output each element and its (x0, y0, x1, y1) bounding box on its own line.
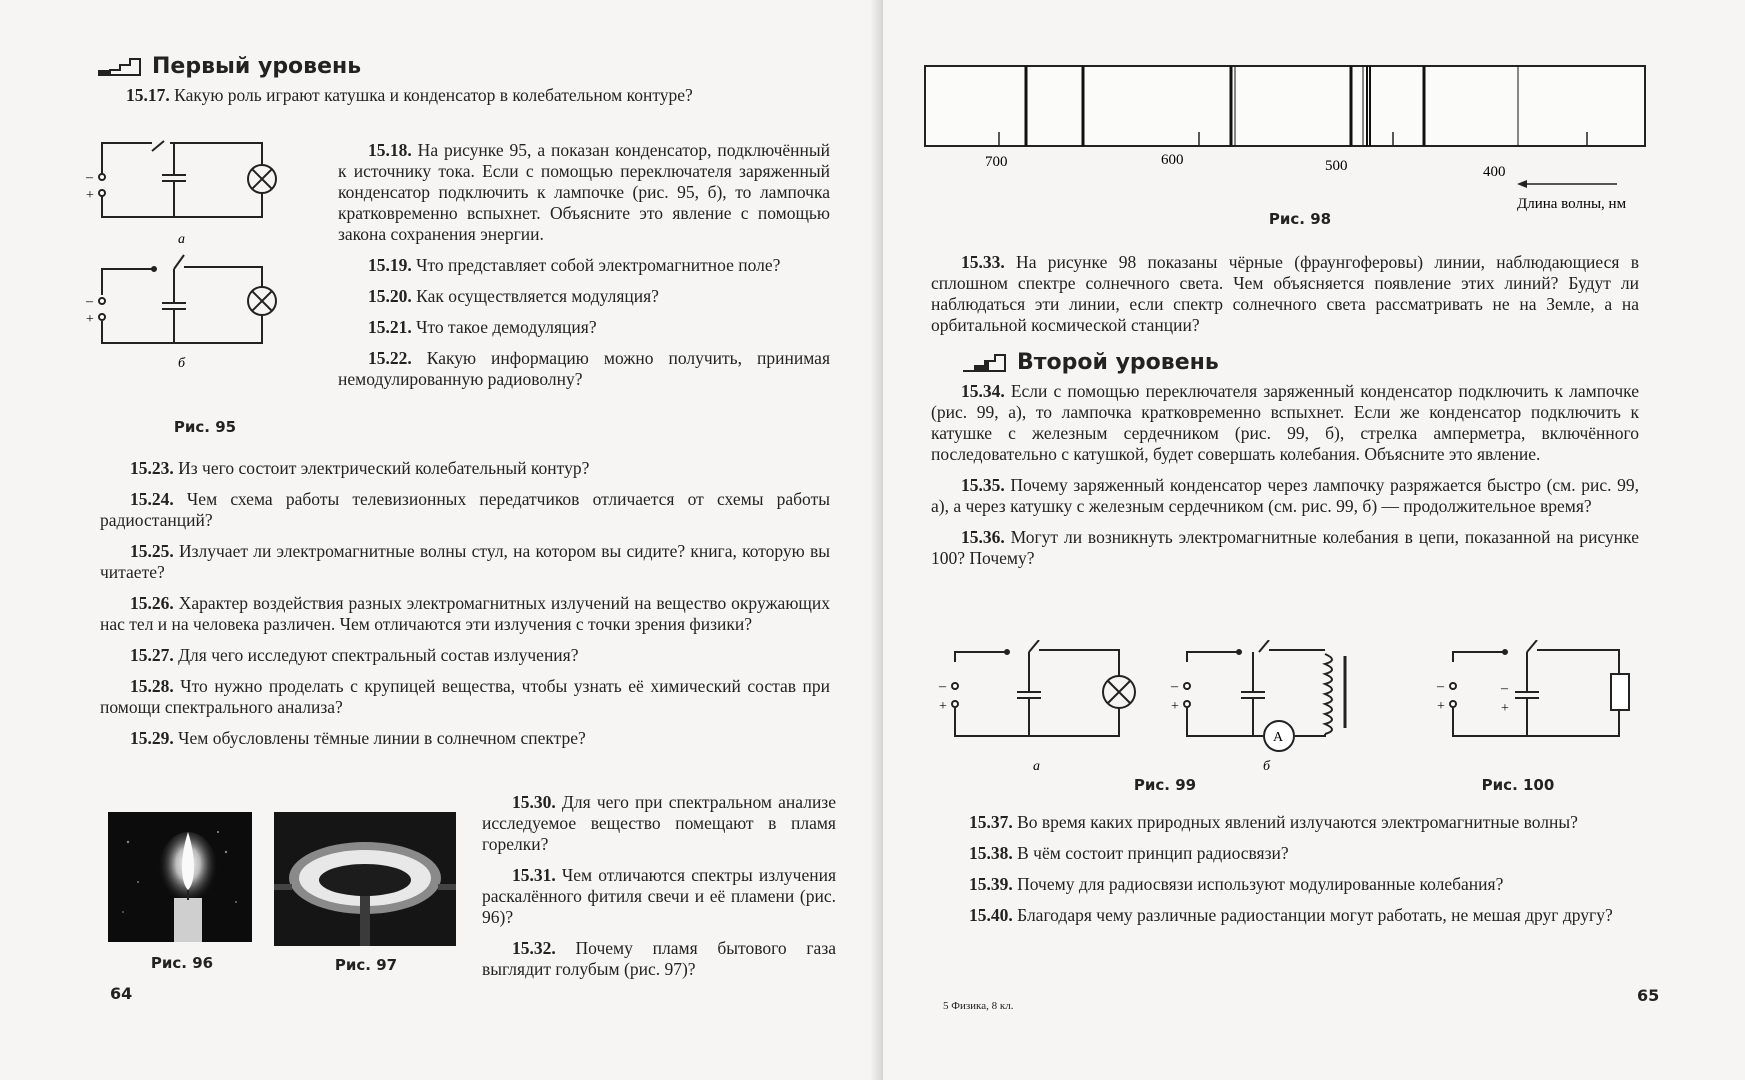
figure-label-b: б (178, 356, 186, 371)
question-number: 15.32. (512, 938, 556, 958)
question-text: Для чего исследуют спектральный состав излучения? (173, 645, 579, 665)
question-text: Что нужно проделать с крупицей вещества, чтобы узнать её химический состав при помощи спектрального анализа? (100, 676, 830, 717)
figure-100-caption: Рис. 100 (1481, 776, 1555, 794)
section-title-text: Второй уровень (1017, 350, 1219, 375)
tick-label-700: 700 (985, 154, 1008, 170)
question-15-33 (931, 252, 1639, 336)
tick-label-600: 600 (1161, 152, 1184, 168)
question-15-23 (100, 458, 830, 479)
question-number: 15.17. (126, 85, 170, 105)
question-number: 15.33. (961, 252, 1005, 272)
question-15-18 (338, 140, 830, 245)
question-number: 15.34. (961, 381, 1005, 401)
question-15-22 (338, 348, 830, 390)
plus-sign: + (1437, 699, 1445, 714)
question-15-38 (939, 843, 1639, 864)
tick-label-400: 400 (1483, 164, 1506, 180)
question-number: 15.27. (130, 645, 174, 665)
question-text: Из чего состоит электрический колебательный контур? (173, 458, 590, 478)
question-number: 15.19. (368, 255, 412, 275)
question-15-24 (100, 489, 830, 531)
question-number: 15.26. (130, 593, 174, 613)
footer-note: 5 Физика, 8 кл. (943, 1000, 1014, 1012)
question-number: 15.29. (130, 728, 174, 748)
circuit-100 (1450, 640, 1629, 736)
question-number: 15.35. (961, 475, 1005, 495)
question-15-29 (100, 728, 830, 749)
question-15-25 (100, 541, 830, 583)
question-number: 15.37. (969, 812, 1013, 832)
question-number: 15.20. (368, 286, 412, 306)
figure-95-caption: Рис. 95 (173, 418, 237, 436)
arrow-head-icon (1517, 180, 1527, 188)
question-15-32 (482, 938, 836, 980)
question-15-27 (100, 645, 830, 666)
page-number: 64 (110, 984, 133, 1003)
question-15-20 (338, 286, 830, 307)
question-number: 15.36. (961, 527, 1005, 547)
right-page (883, 0, 1745, 1080)
left-content-lower (100, 458, 830, 759)
question-text: Чем обусловлены тёмные линии в солнечном спектре? (173, 728, 586, 748)
left-content-bottom (482, 792, 836, 990)
question-text: В чём состоит принцип радиосвязи? (1012, 843, 1289, 863)
question-text: Почему заряженный конденсатор через лампочку разряжается быстро (см. рис. 99, а), а через катушку с железным сердечником (см. рис. 99, б) — продолжительное время? (931, 475, 1639, 516)
minus-sign: – (939, 679, 946, 694)
question-15-35 (931, 475, 1639, 517)
figure-label-b: б (1263, 759, 1271, 774)
axis-label: Длина волны, нм (1517, 196, 1627, 212)
question-15-28 (100, 676, 830, 718)
spectrum-band (925, 66, 1645, 146)
question-number: 15.38. (969, 843, 1013, 863)
figure-98-caption: Рис. 98 (1268, 210, 1332, 228)
question-number: 15.22. (368, 348, 412, 368)
question-15-30 (482, 792, 836, 855)
figure-label-a: а (1033, 759, 1040, 774)
question-text: Что такое демодуляция? (411, 317, 597, 337)
question-text: Если с помощью переключателя заряженный конденсатор подключить к лампочке (рис. 99, а), то лампочка кратковременно вспыхнет. Если же конденсатор подключить к катушке с железным сердечником (рис. 99, б), стрелка амперметра, включённого последовательно с катушкой, будет совершать колебания. Объясните это явление. (931, 381, 1639, 464)
question-text: Чем отличаются спектры излучения раскалённого фитиля свечи и её пламени (рис. 96)? (482, 865, 836, 927)
question-number: 15.23. (130, 458, 174, 478)
question-15-17 (96, 85, 830, 106)
minus-sign: – (1171, 679, 1178, 694)
figure-97-gas-flame-photo (274, 812, 456, 946)
section-title-level-2 (961, 352, 1639, 373)
ammeter-label: A (1273, 730, 1284, 745)
question-number: 15.25. (130, 541, 174, 561)
section-title-level-1 (96, 56, 830, 77)
question-number: 15.21. (368, 317, 412, 337)
figures-99-100-circuits (933, 640, 1653, 790)
minus-sign: – (86, 170, 93, 185)
page-number: 65 (1637, 986, 1660, 1005)
question-15-36 (931, 527, 1639, 569)
question-text: Благодаря чему различные радиостанции могут работать, не мешая друг другу? (1012, 905, 1613, 925)
question-15-39 (939, 874, 1639, 895)
figure-96-caption: Рис. 96 (150, 954, 214, 972)
figure-97-caption: Рис. 97 (334, 956, 398, 974)
question-text: Какую информацию можно получить, принимая немодулированную радиоволну? (338, 348, 830, 389)
question-number: 15.39. (969, 874, 1013, 894)
question-text: Излучает ли электромагнитные волны стул, на котором вы сидите? книга, которую вы читаете? (100, 541, 830, 582)
right-content-top (931, 252, 1639, 579)
stairs-icon (96, 57, 142, 77)
question-number: 15.30. (512, 792, 556, 812)
question-15-21 (338, 317, 830, 338)
question-number: 15.18. (368, 140, 412, 160)
plus-sign: + (1171, 699, 1179, 714)
minus-sign: – (86, 294, 93, 309)
question-number: 15.24. (130, 489, 174, 509)
figure-98-spectrum (923, 60, 1653, 220)
question-15-37 (939, 812, 1639, 833)
question-15-40 (939, 905, 1639, 926)
minus-sign: – (1437, 679, 1444, 694)
question-text: Во время каких природных явлений излучаются электромагнитные волны? (1012, 812, 1578, 832)
figure-95-circuits (82, 135, 292, 395)
left-content-column (338, 140, 830, 400)
plus-sign: + (86, 312, 94, 327)
question-text: Почему пламя бытового газа выглядит голубым (рис. 97)? (482, 938, 836, 979)
left-content (96, 56, 830, 116)
minus-sign: – (1501, 681, 1508, 696)
question-text: На рисунке 98 показаны чёрные (фраунгоферовы) линии, наблюдающиеся в сплошном спектре солнечного света. Чем объясняется появление этих линий? Будут ли наблюдаться эти линии, если спектр солнечного света рассматривать не на Земле, а на орбитальной космической станции? (931, 252, 1639, 335)
right-content-bottom (939, 812, 1639, 936)
question-15-19 (338, 255, 830, 276)
circuit-99b (1184, 640, 1345, 751)
figure-99-caption: Рис. 99 (1133, 776, 1197, 794)
question-text: Характер воздействия разных электромагнитных излучений на вещество окружающих нас тел и на человека различен. Чем отличаются эти излучения с точки зрения физики? (100, 593, 830, 634)
figure-label-a: а (178, 232, 185, 247)
question-number: 15.40. (969, 905, 1013, 925)
question-text: Чем схема работы телевизионных передатчиков отличается от схемы работы радиостанций? (100, 489, 830, 530)
question-text: Как осуществляется модуляция? (411, 286, 659, 306)
question-text: Могут ли возникнуть электромагнитные колебания в цепи, показанной на рисунке 100? Почему? (931, 527, 1639, 568)
question-text: Для чего при спектральном анализе исследуемое вещество помещают в пламя горелки? (482, 792, 836, 854)
question-text: Какую роль играют катушка и конденсатор в колебательном контуре? (169, 85, 693, 105)
section-title-text: Первый уровень (152, 54, 362, 79)
question-15-34 (931, 381, 1639, 465)
circuit-95b (99, 255, 276, 343)
candle-image (108, 812, 252, 942)
question-text: Почему для радиосвязи используют модулированные колебания? (1012, 874, 1504, 894)
question-15-31 (482, 865, 836, 928)
tick-label-500: 500 (1325, 158, 1348, 174)
question-text: На рисунке 95, а показан конденсатор, подключённый к источнику тока. Если с помощью переключателя заряженный конденсатор подключить к лампочке (рис. 95, б), то лампочка кратковременно вспыхнет. Объясните это явление с помощью закона сохранения энергии. (338, 140, 830, 244)
plus-sign: + (939, 699, 947, 714)
question-text: Что представляет собой электромагнитное поле? (411, 255, 781, 275)
question-15-26 (100, 593, 830, 635)
figure-96-candle-photo (108, 812, 252, 942)
stairs-icon (961, 353, 1007, 373)
plus-sign: + (1501, 701, 1509, 716)
plus-sign: + (86, 188, 94, 203)
gas-flame-image (274, 812, 456, 946)
question-number: 15.31. (512, 865, 556, 885)
circuit-99a (952, 640, 1135, 736)
question-number: 15.28. (130, 676, 174, 696)
circuit-95a (99, 141, 276, 217)
